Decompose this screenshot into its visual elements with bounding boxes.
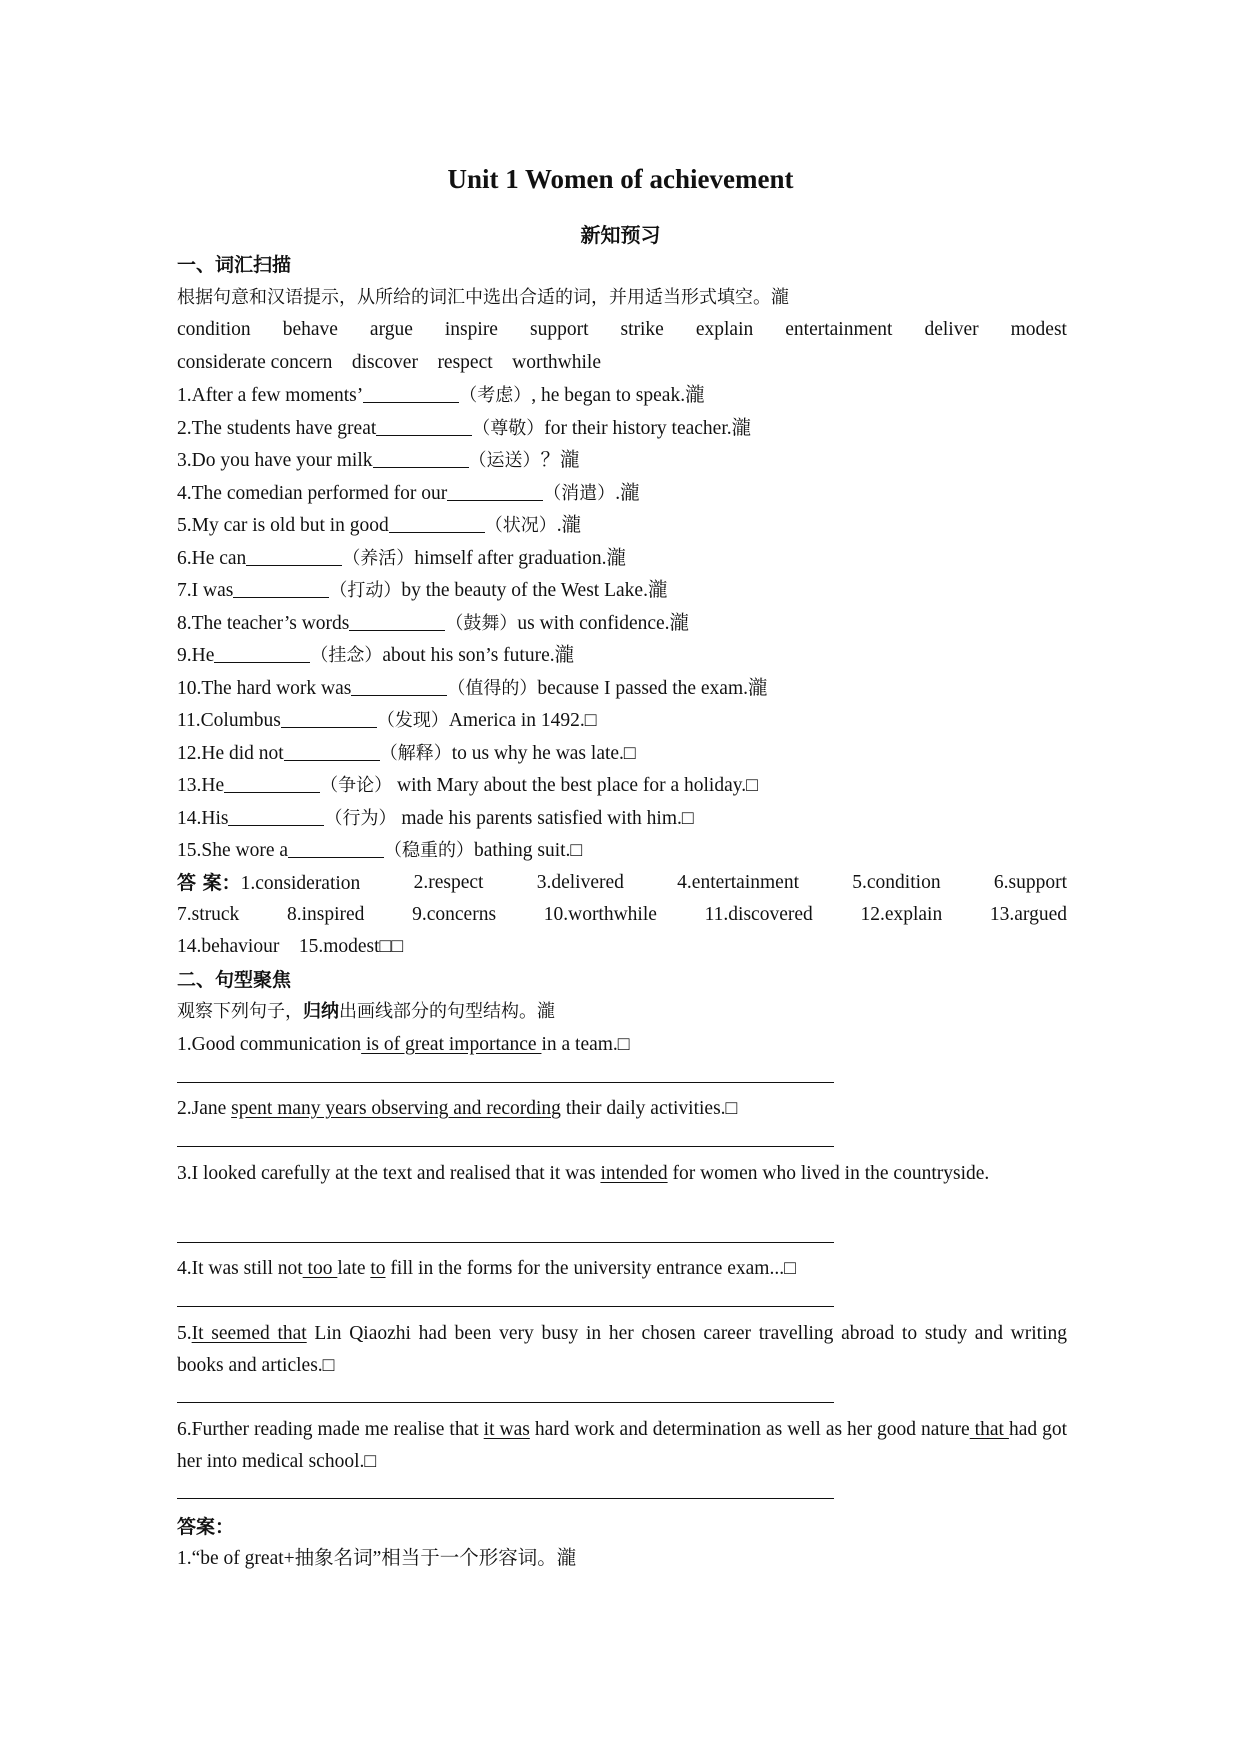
vocab-item-text: by the beauty of the West Lake.瀧: [401, 580, 668, 601]
vocab-item-text: to us why he was late.□: [451, 742, 636, 764]
vocab-item-text: 1.After a few moments’: [177, 385, 364, 406]
answer-item: 7.struck: [177, 904, 240, 925]
answers-row3: 14.behaviour 15.modest□□: [177, 936, 404, 957]
word-bank-word: inspire: [444, 319, 498, 340]
chinese-hint: （状况）: [484, 515, 557, 536]
chinese-hint: （值得的）: [447, 677, 538, 699]
answer-blank[interactable]: [363, 380, 459, 403]
vocab-item-text: ？瀧: [540, 450, 580, 471]
word-bank-word: support: [529, 319, 589, 340]
chinese-hint: （养活）: [342, 547, 415, 569]
vocab-item-text: 6.He can: [177, 547, 247, 569]
vocab-item-text: 5.My car is old but in good: [177, 515, 389, 536]
vocab-item: [177, 673, 1067, 704]
answer-item: 9.concerns: [412, 904, 497, 925]
vocab-item: [177, 510, 1067, 541]
answer-blank[interactable]: [214, 640, 310, 663]
section2-answer-label: 答案：: [177, 1516, 235, 1538]
vocab-item-text: 4.The comedian performed for our: [177, 482, 448, 504]
answer-blank[interactable]: [373, 445, 469, 468]
vocab-item-text: with Mary about the best place for a holiday.□: [392, 775, 758, 796]
answer-blank[interactable]: [376, 413, 472, 436]
word-bank-word: explain: [695, 319, 754, 340]
sentence-4: 4.It was still not too late to fill in the forms for the university entrance exam...□: [177, 1258, 796, 1279]
answer-line-4[interactable]: [177, 1306, 834, 1307]
vocab-item-text: America in 1492.□: [448, 710, 597, 731]
vocab-item-text: us with confidence.瀧: [517, 612, 690, 634]
vocab-item: [177, 738, 1067, 769]
vocab-item-text: about his son’s future.瀧: [382, 645, 575, 666]
answers-row1: [177, 868, 1067, 899]
sentence-6: 6.Further reading made me realise that it was hard work and determination as well as her good nature that had got her into medical school.□: [177, 1419, 1068, 1472]
answer-item: 3.delivered: [536, 872, 624, 893]
section2-heading: 二、句型聚焦: [177, 969, 292, 991]
vocab-item: [177, 478, 1067, 509]
answer-item: 4.entertainment: [677, 872, 799, 893]
vocab-item-text: 3.Do you have your milk: [177, 450, 373, 471]
chinese-hint: （尊敬）: [472, 417, 545, 439]
vocab-item: [177, 770, 1067, 801]
sentence-1: 1.Good communication is of great importance in a team.□: [177, 1034, 630, 1055]
chinese-hint: （消遣）: [543, 482, 616, 504]
section1-instruction: 根据句意和汉语提示，从所给的词汇中选出合适的词，并用适当形式填空。瀧: [177, 287, 789, 308]
chinese-hint: （运送）: [468, 450, 541, 471]
answers-row2: [177, 900, 1067, 930]
chinese-hint: （打动）: [329, 580, 402, 601]
sentence-3: 3.I looked carefully at the text and realised that it was intended for women who lived in the countryside.: [177, 1163, 990, 1184]
chinese-hint: （发现）: [376, 710, 449, 731]
answer-line-1[interactable]: [177, 1082, 834, 1083]
page-subtitle: 新知预习: [580, 223, 661, 247]
answer-line-2[interactable]: [177, 1146, 834, 1147]
answer-item: 10.worthwhile: [543, 904, 657, 925]
vocab-item: [177, 575, 1067, 606]
vocab-item: [177, 445, 1067, 476]
answer-label: 答 案：: [177, 872, 241, 894]
word-bank-word: condition: [177, 319, 251, 340]
vocab-item-text: 7.I was: [177, 580, 234, 601]
answer-item: 2.respect: [413, 872, 484, 893]
word-bank-word: respect: [437, 352, 493, 373]
vocab-item-text: .瀧: [556, 515, 582, 536]
answer-blank[interactable]: [447, 478, 543, 501]
chinese-hint: （挂念）: [310, 645, 383, 666]
chinese-hint: （行为）: [324, 807, 397, 829]
word-bank-word: deliver: [924, 319, 979, 340]
answer-blank[interactable]: [288, 835, 384, 858]
vocab-item-text: 14.His: [177, 807, 229, 829]
vocab-item: [177, 705, 1067, 736]
answer-blank[interactable]: [284, 738, 380, 761]
section2-answer-1: 1.“be of great+抽象名词”相当于一个形容词。瀧: [177, 1548, 577, 1569]
vocab-item: [177, 608, 1067, 639]
answer-blank[interactable]: [228, 803, 324, 826]
answer-blank[interactable]: [246, 543, 342, 566]
word-bank-row1: [177, 315, 1067, 345]
answer-blank[interactable]: [389, 510, 485, 533]
chinese-hint: （争论）: [320, 775, 393, 796]
vocab-item-text: 15.She wore a: [177, 840, 289, 861]
vocab-item-text: , he began to speak.瀧: [531, 385, 705, 406]
sentence-5: 5.It seemed that Lin Qiaozhi had been very busy in her chosen career travelling abroad to study and writing books and articles.□: [177, 1323, 1067, 1376]
word-bank-word: worthwhile: [512, 352, 601, 373]
vocab-item: [177, 380, 1067, 411]
vocab-item-text: for their history teacher.瀧: [544, 417, 752, 439]
word-bank-word: behave: [282, 319, 338, 340]
section1-heading: 一、词汇扫描: [177, 254, 292, 276]
answer-item: 8.inspired: [286, 904, 365, 925]
word-bank-word: entertainment: [785, 319, 893, 340]
word-bank-word: strike: [620, 319, 664, 340]
vocab-item-text: 9.He: [177, 645, 215, 666]
answer-blank[interactable]: [351, 673, 447, 696]
answer-blank[interactable]: [281, 705, 377, 728]
chinese-hint: （解释）: [379, 742, 452, 764]
chinese-hint: （稳重的）: [384, 840, 475, 861]
chinese-hint: （考虑）: [459, 385, 532, 406]
answer-blank[interactable]: [349, 608, 445, 631]
answer-item: 5.condition: [852, 872, 941, 893]
vocab-item-text: bathing suit.□: [474, 840, 583, 861]
vocab-item-text: .瀧: [615, 482, 640, 504]
vocab-item-text: made his parents satisfied with him.□: [396, 807, 694, 829]
vocab-item-text: 11.Columbus: [177, 710, 281, 731]
answer-item: 13.argued: [989, 904, 1067, 925]
word-bank-row2: [177, 348, 1067, 378]
chinese-hint: （鼓舞）: [445, 612, 518, 634]
vocab-item: [177, 835, 1067, 866]
word-bank-word: discover: [351, 352, 418, 373]
answer-item: 1.consideration: [240, 873, 361, 894]
vocab-item-text: himself after graduation.瀧: [414, 547, 627, 569]
answer-blank[interactable]: [224, 770, 320, 793]
vocab-item-text: because I passed the exam.瀧: [537, 677, 768, 699]
word-bank-word: considerate concern: [177, 352, 333, 373]
vocab-item: [177, 803, 1067, 834]
sentence-2: 2.Jane spent many years observing and recording their daily activities.□: [177, 1098, 738, 1119]
vocab-item-text: 8.The teacher’s words: [177, 612, 350, 634]
section2-instruction: 观察下列句子，归纳出画线部分的句型结构。瀧: [177, 1001, 555, 1022]
vocab-item-text: 13.He: [177, 775, 225, 796]
vocab-item: [177, 640, 1067, 671]
answer-line-3[interactable]: [177, 1242, 834, 1243]
vocab-item: [177, 413, 1067, 444]
answer-line-6[interactable]: [177, 1498, 834, 1499]
vocab-item-text: 10.The hard work was: [177, 677, 352, 699]
word-bank-word: argue: [369, 319, 413, 340]
vocab-item: [177, 543, 1067, 574]
vocab-item-text: 2.The students have great: [177, 417, 377, 439]
page-title: Unit 1 Women of achievement: [447, 164, 794, 194]
answer-item: 11.discovered: [704, 904, 813, 925]
answer-blank[interactable]: [233, 575, 329, 598]
answer-line-5[interactable]: [177, 1402, 834, 1403]
answer-item: 6.support: [993, 872, 1067, 893]
answer-item: 12.explain: [860, 904, 943, 925]
word-bank-word: modest: [1010, 319, 1067, 340]
vocab-item-text: 12.He did not: [177, 742, 284, 764]
